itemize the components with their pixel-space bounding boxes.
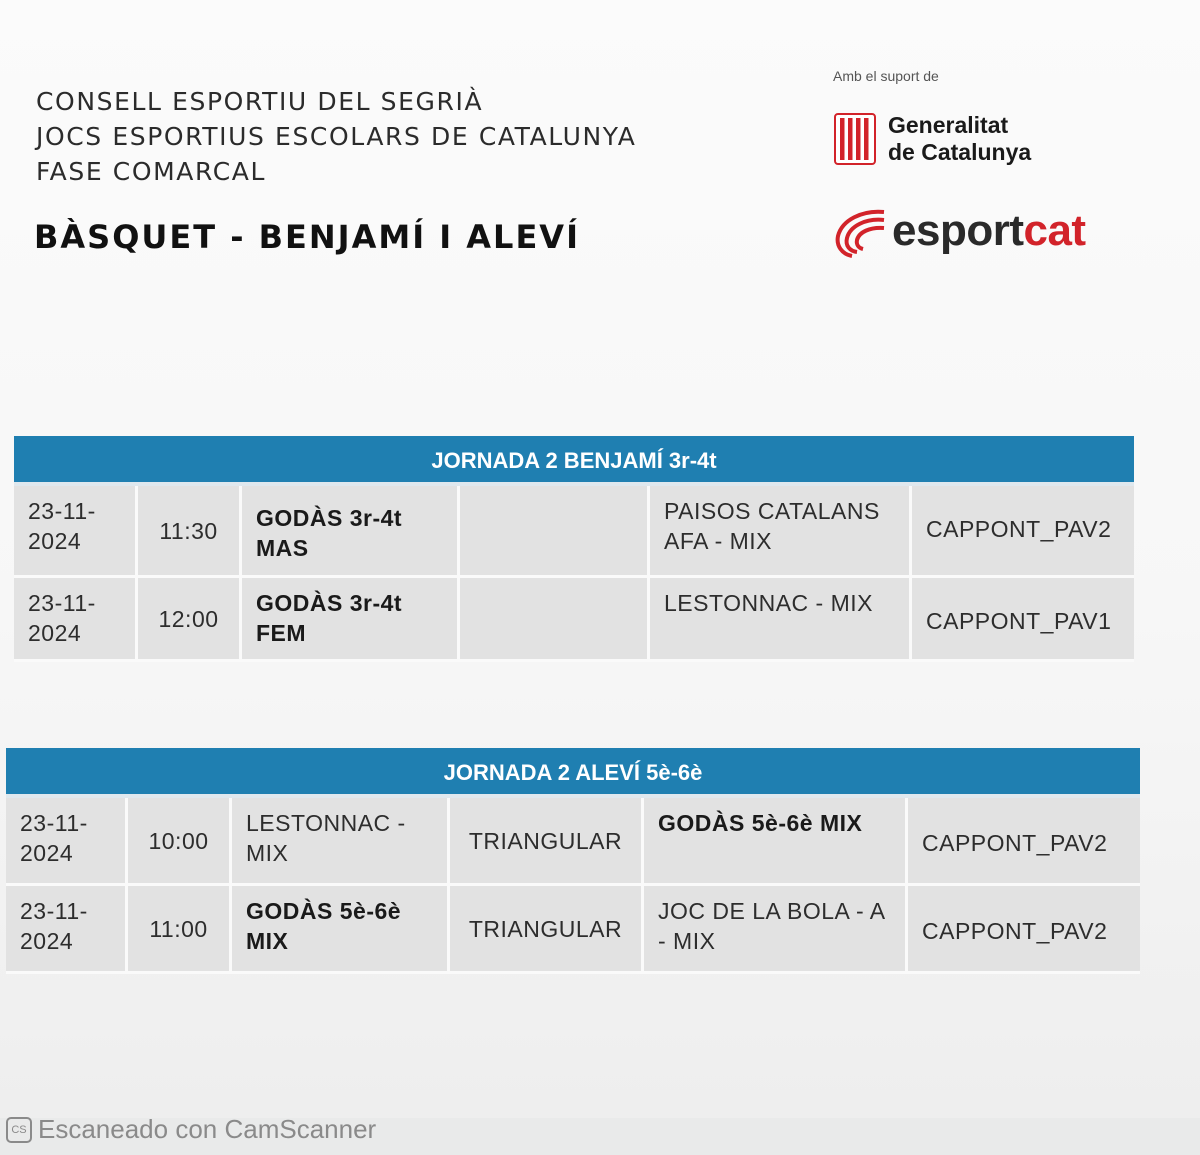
watermark-text: Escaneado con CamScanner	[38, 1114, 377, 1144]
date-cell: 23-11-2024	[6, 886, 128, 974]
venue-cell: CAPPONT_PAV2	[908, 886, 1140, 974]
time-cell: 11:00	[128, 886, 232, 974]
schedule-table-benjami	[14, 436, 1134, 662]
venue-cell: CAPPONT_PAV2	[912, 486, 1134, 578]
schedule-table-alevi	[6, 748, 1140, 974]
time-cell: 12:00	[138, 578, 242, 662]
table-title: JORNADA 2 ALEVÍ 5è-6è	[6, 748, 1140, 798]
table-row	[14, 486, 1134, 578]
scanner-watermark	[6, 1114, 376, 1145]
table-row	[6, 886, 1140, 974]
date-cell: 23-11-2024	[14, 486, 138, 578]
time-cell: 10:00	[128, 798, 232, 886]
esportcat-logo	[832, 202, 1086, 260]
organizer-line-2: JOCS ESPORTIUS ESCOLARS DE CATALUNYA	[36, 122, 637, 151]
format-cell: TRIANGULAR	[450, 798, 644, 886]
generalitat-logo	[834, 112, 1031, 166]
document-title: BÀSQUET - BENJAMÍ I ALEVÍ	[34, 218, 580, 256]
generalitat-line-2: de Catalunya	[888, 139, 1032, 165]
away-team-cell: GODÀS 5è-6è MIX	[644, 798, 908, 886]
esportcat-swoosh-icon	[832, 202, 892, 260]
date-cell: 23-11-2024	[6, 798, 128, 886]
home-team-cell: GODÀS 3r-4t MAS	[242, 486, 460, 578]
away-team-cell: LESTONNAC - MIX	[650, 578, 912, 662]
away-team-cell: PAISOS CATALANS AFA - MIX	[650, 486, 912, 578]
organizer-line-1: CONSELL ESPORTIU DEL SEGRIÀ	[36, 87, 484, 116]
time-cell: 11:30	[138, 486, 242, 578]
generalitat-emblem-icon	[834, 113, 876, 165]
away-team-cell: JOC DE LA BOLA - A - MIX	[644, 886, 908, 974]
venue-cell: CAPPONT_PAV2	[908, 798, 1140, 886]
organizer-line-3: FASE COMARCAL	[36, 157, 267, 186]
esportcat-text-b: cat	[1023, 206, 1086, 255]
venue-cell: CAPPONT_PAV1	[912, 578, 1134, 662]
organizer-header	[36, 84, 636, 189]
format-cell	[460, 486, 650, 578]
home-team-cell: LESTONNAC - MIX	[232, 798, 450, 886]
format-cell: TRIANGULAR	[450, 886, 644, 974]
generalitat-line-1: Generalitat	[888, 112, 1009, 138]
date-cell: 23-11-2024	[14, 578, 138, 662]
home-team-cell: GODÀS 5è-6è MIX	[232, 886, 450, 974]
format-cell	[460, 578, 650, 662]
table-row	[14, 578, 1134, 662]
camscanner-icon: CS	[6, 1117, 32, 1143]
support-label: Amb el suport de	[833, 68, 939, 84]
home-team-cell: GODÀS 3r-4t FEM	[242, 578, 460, 662]
table-row	[6, 798, 1140, 886]
esportcat-text-a: esport	[892, 206, 1024, 255]
table-title: JORNADA 2 BENJAMÍ 3r-4t	[14, 436, 1134, 486]
